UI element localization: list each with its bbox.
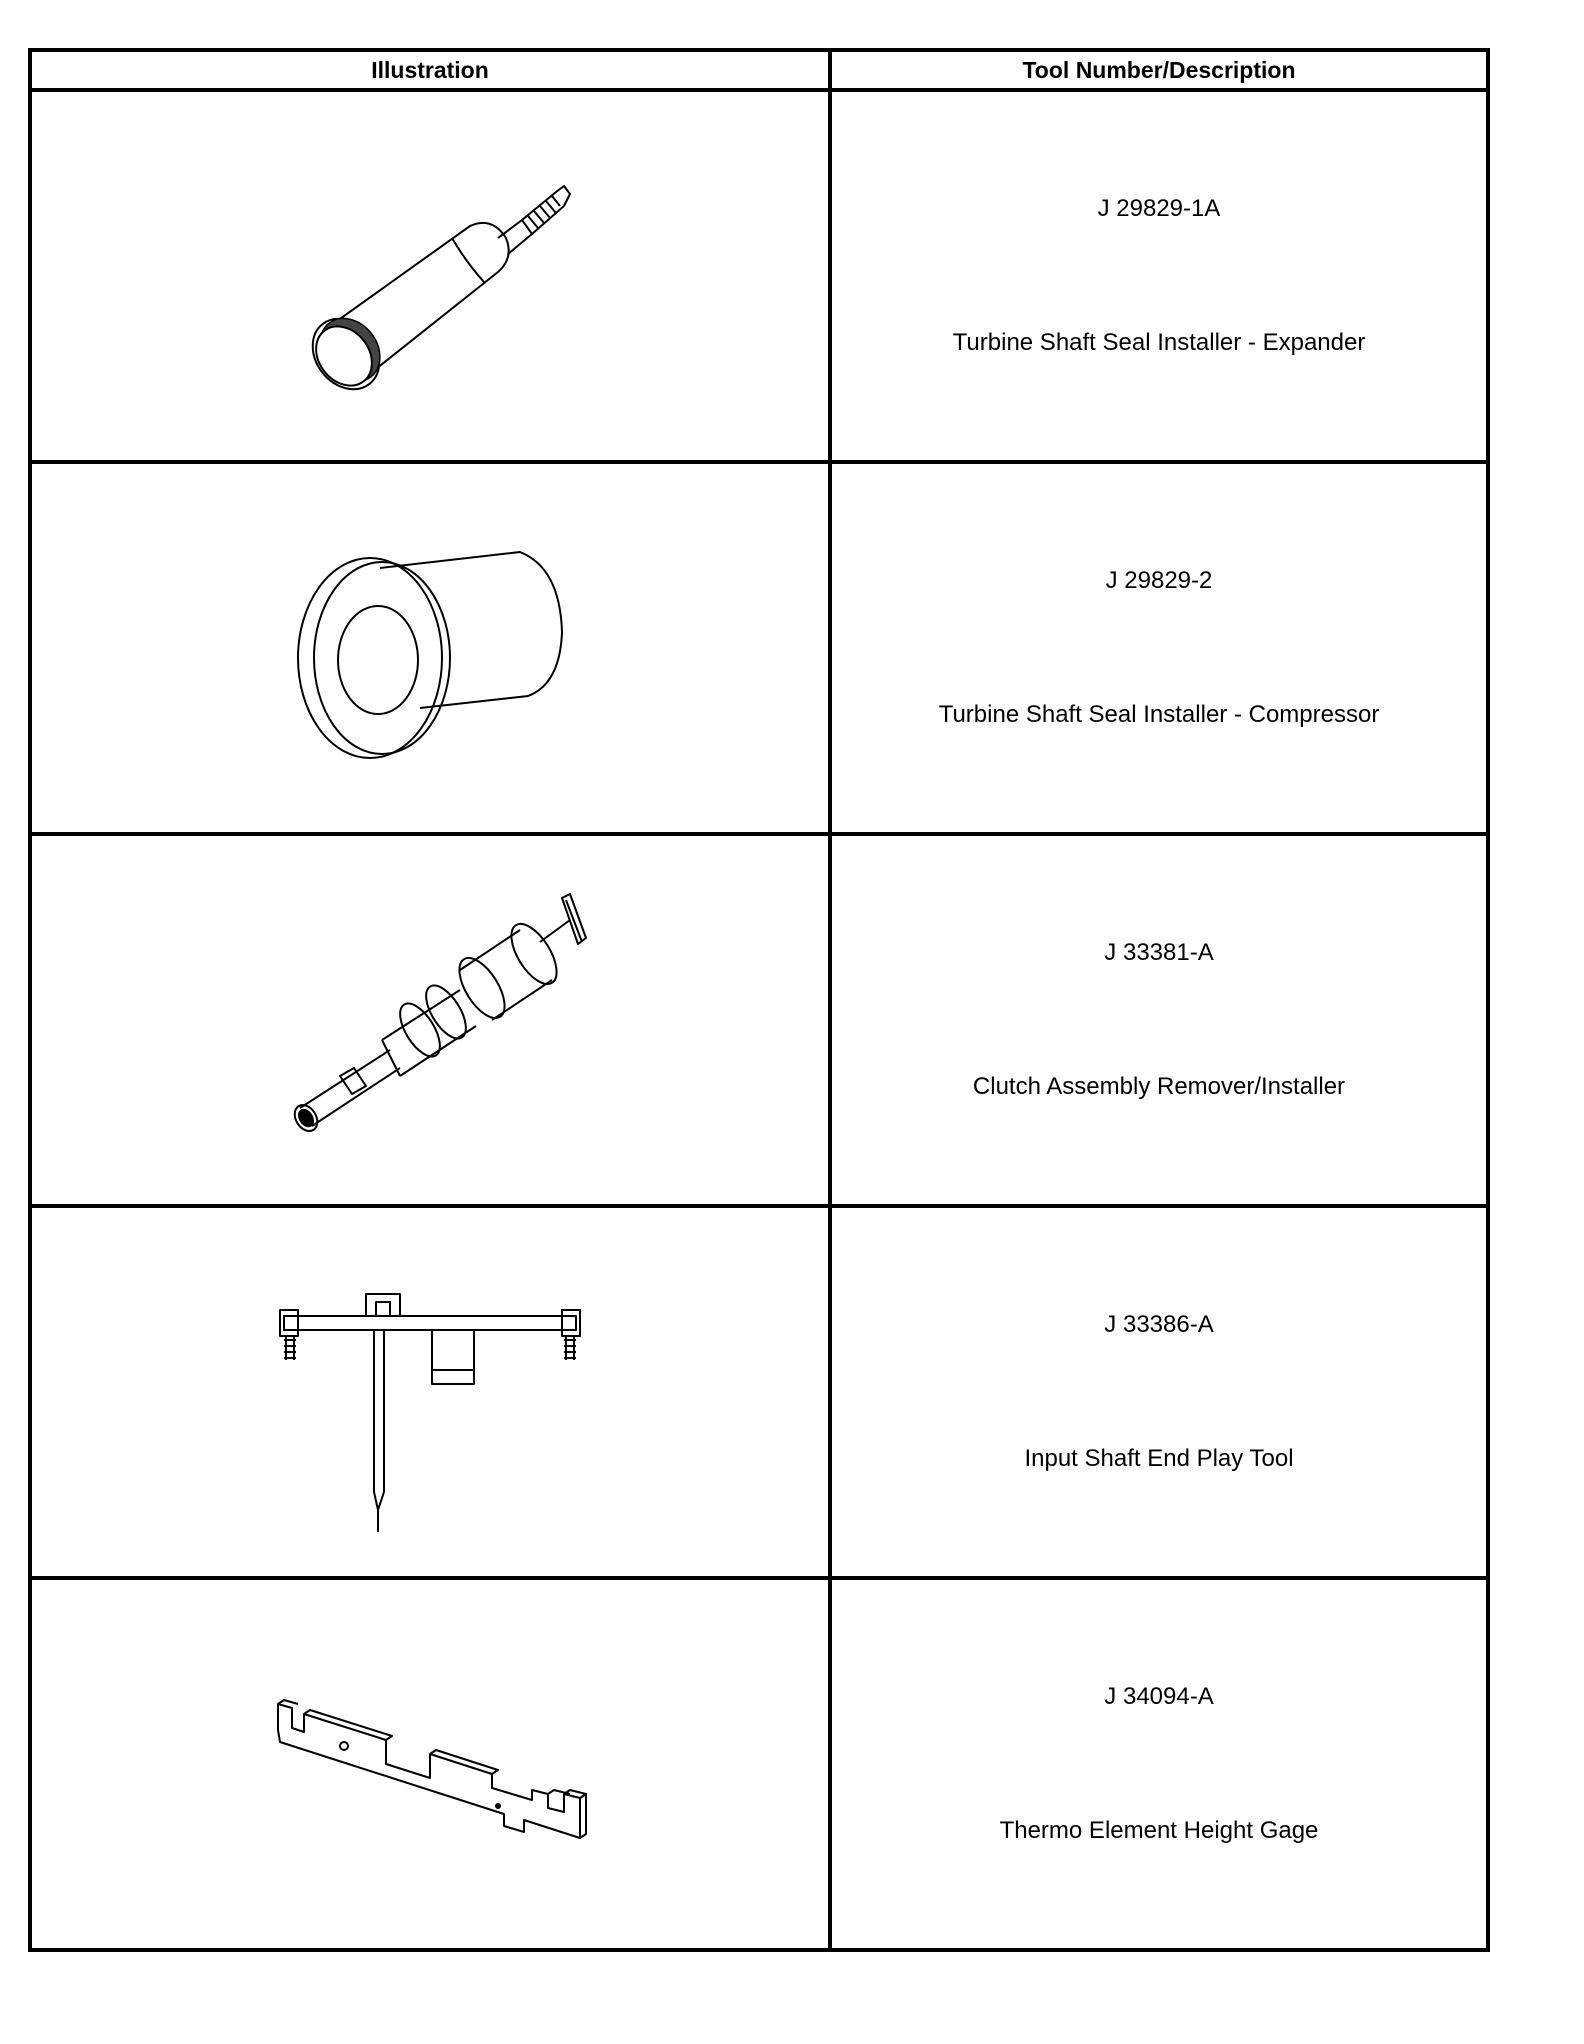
table-row: [30, 90, 1488, 462]
tool-description: Thermo Element Height Gage: [999, 1817, 1319, 1844]
tool-description: Clutch Assembly Remover/Installer: [972, 1073, 1346, 1100]
tool-number: J 34094-A: [1104, 1683, 1214, 1710]
tool-description: Turbine Shaft Seal Installer - Expander: [952, 329, 1366, 356]
turbine-shaft-seal-installer-expander-icon: [270, 136, 590, 416]
illustration-column-header: Illustration: [30, 50, 830, 90]
table-row: [30, 1578, 1488, 1950]
tools-table: [28, 48, 1490, 1952]
clutch-assembly-remover-installer-icon: [270, 880, 590, 1160]
tool-description-cell: [830, 1206, 1488, 1578]
tool-number: J 33386-A: [1104, 1311, 1214, 1338]
tool-number: J 29829-1A: [1097, 195, 1221, 222]
tool-description: Turbine Shaft Seal Installer - Compressor: [938, 701, 1380, 728]
table-header-row: [30, 50, 1488, 90]
tool-description-cell: [830, 834, 1488, 1206]
tool-description: Input Shaft End Play Tool: [1024, 1445, 1294, 1472]
illustration-cell: [30, 90, 830, 462]
tool-number: J 29829-2: [1105, 567, 1213, 594]
illustration-cell: [30, 1578, 830, 1950]
table-row: [30, 834, 1488, 1206]
tool-description-cell: [830, 90, 1488, 462]
turbine-shaft-seal-installer-compressor-icon: [270, 508, 590, 788]
tool-description-cell: [830, 1578, 1488, 1950]
illustration-cell: [30, 1206, 830, 1578]
tool-number: J 33381-A: [1104, 939, 1214, 966]
tool-description-cell: [830, 462, 1488, 834]
table-row: [30, 1206, 1488, 1578]
illustration-cell: [30, 462, 830, 834]
illustration-cell: [30, 834, 830, 1206]
table-row: [30, 462, 1488, 834]
input-shaft-end-play-tool-icon: [270, 1252, 590, 1532]
tool-description-column-header: Tool Number/Description: [830, 50, 1488, 90]
thermo-element-height-gage-icon: [270, 1624, 590, 1904]
